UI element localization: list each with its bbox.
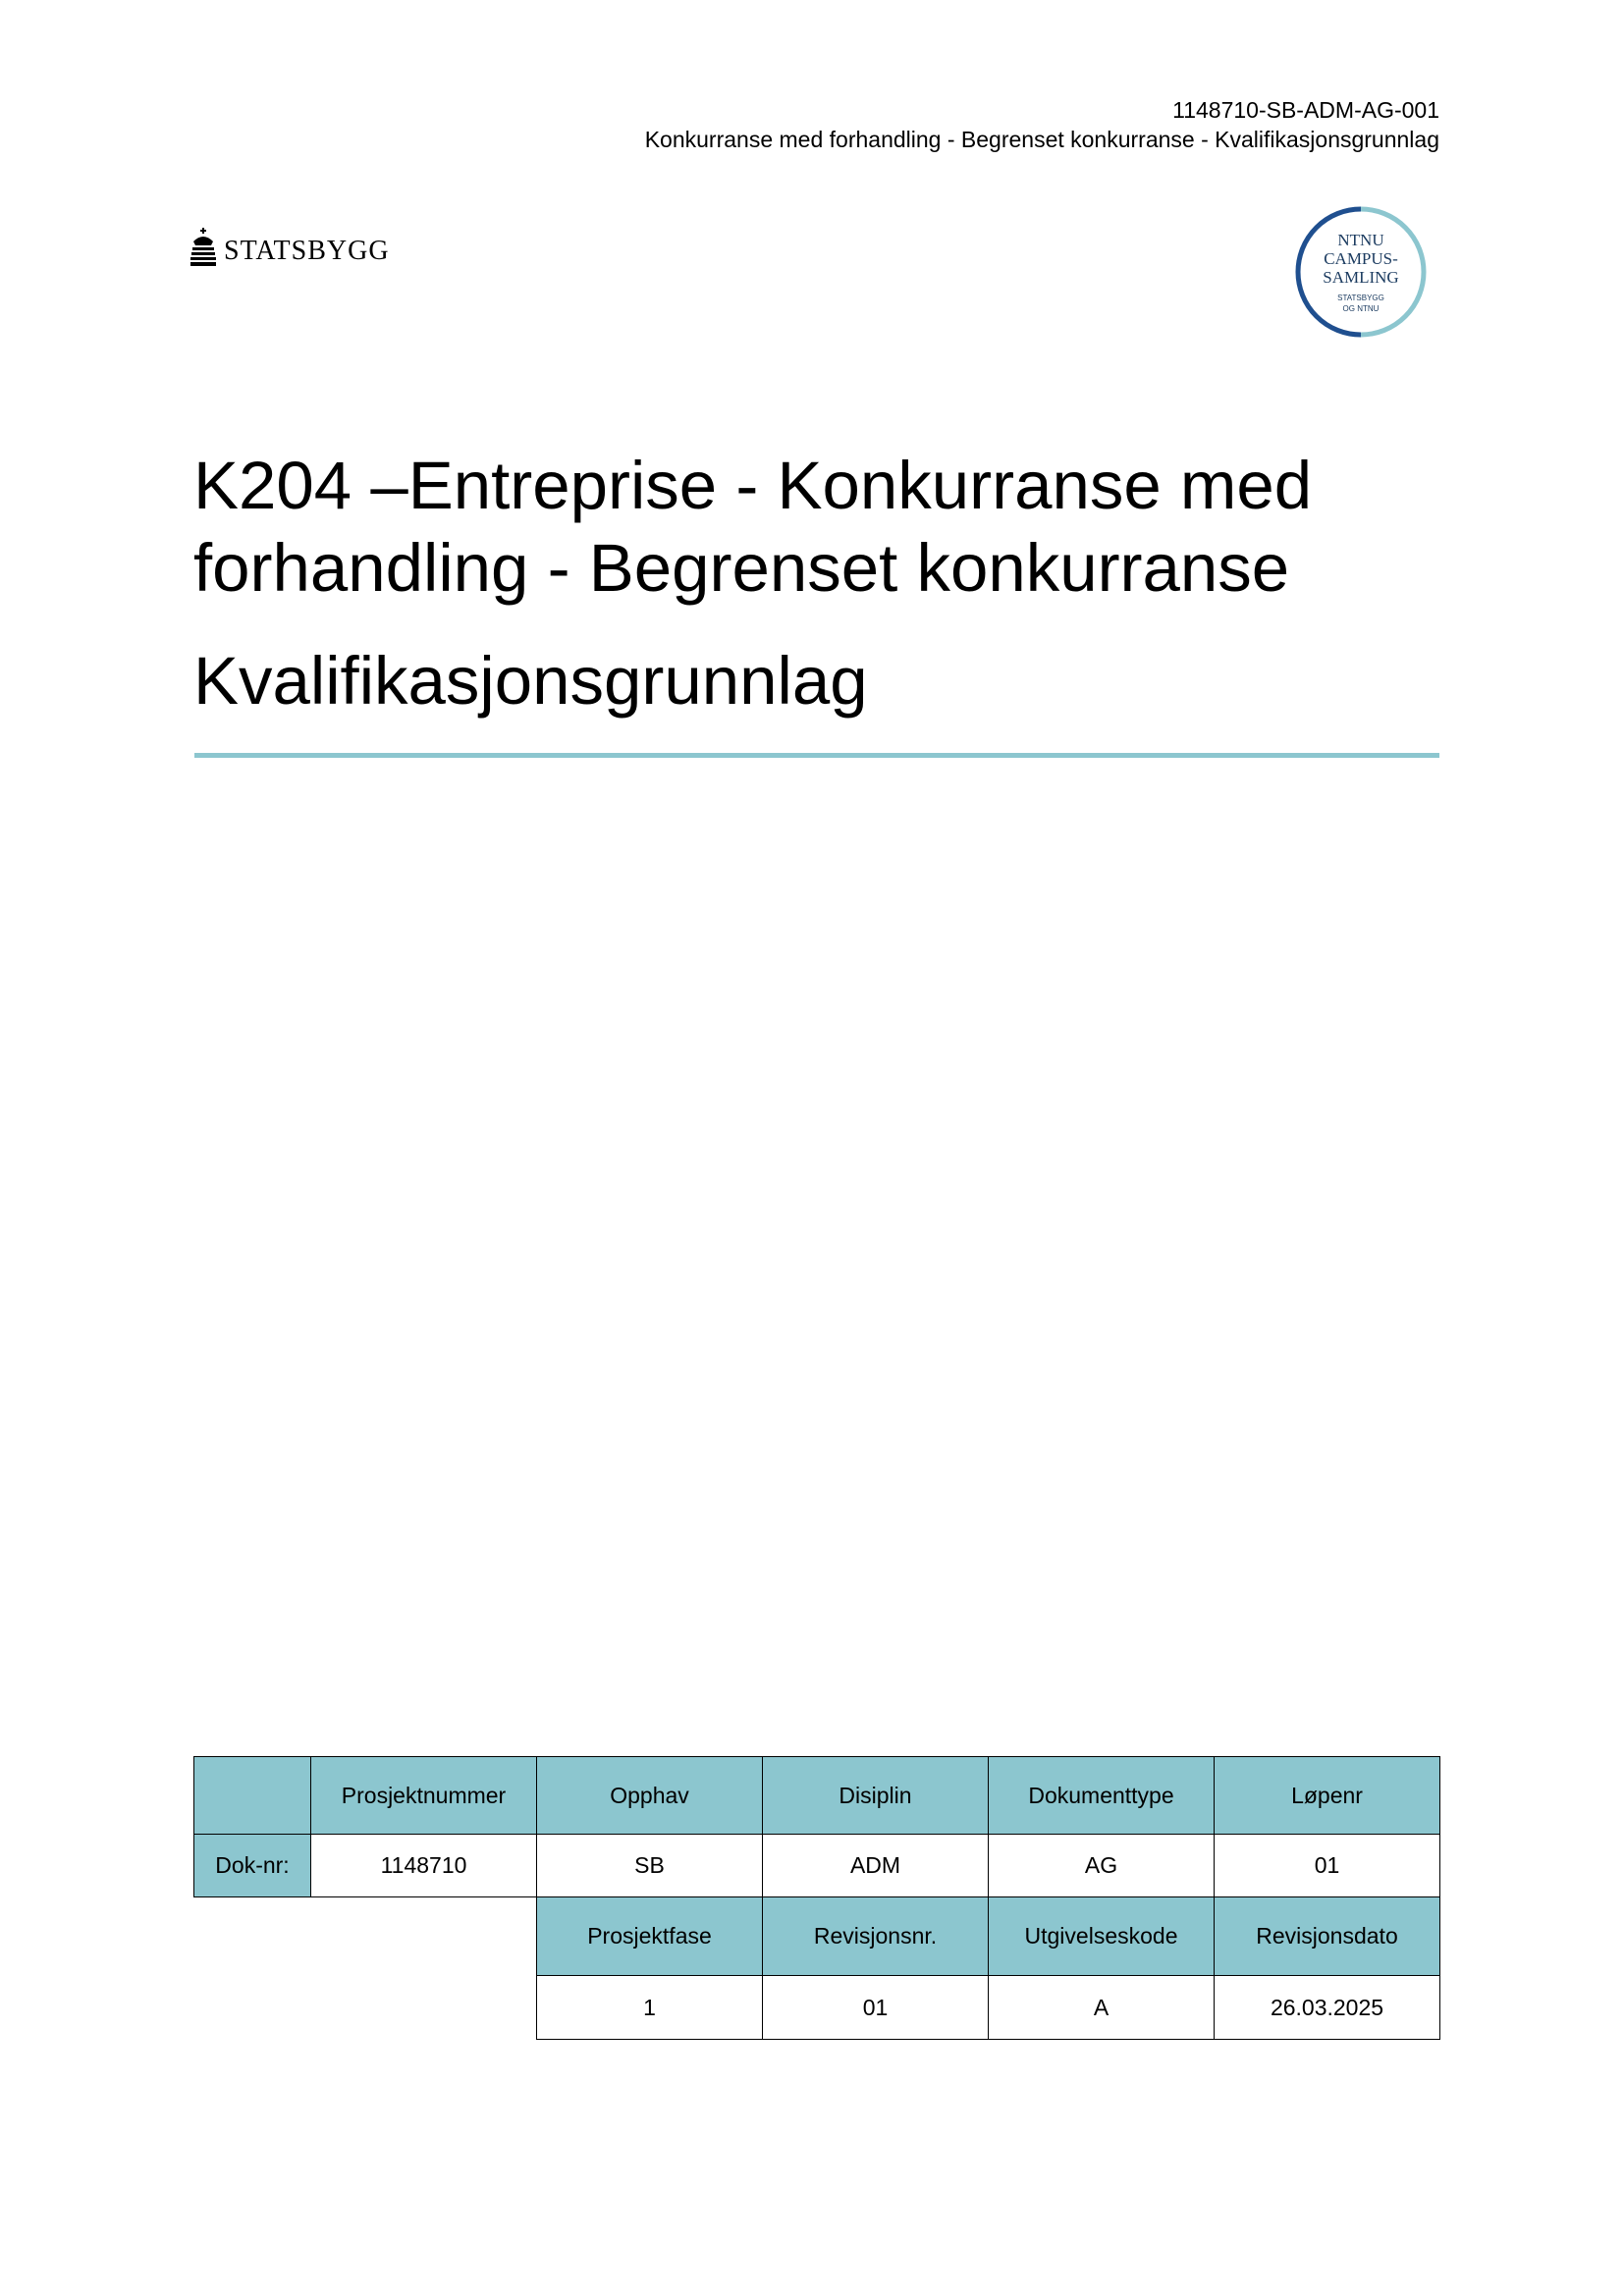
document-title (193, 445, 1440, 610)
ntnu-line-3: SAMLING (1323, 268, 1399, 287)
table-cell-blank (311, 1897, 537, 1976)
table-row (194, 1835, 1440, 1897)
title-line-1: K204 –Entreprise - Konkurranse med (193, 448, 1313, 523)
document-subtitle: Kvalifikasjonsgrunnlag (193, 643, 868, 719)
ntnu-campus-logo (1289, 203, 1433, 341)
table-header-cell: Revisjonsnr. (763, 1897, 989, 1976)
ntnu-line-1: NTNU (1337, 231, 1384, 249)
table-header-cell: Opphav (537, 1757, 763, 1835)
table-cell: ADM (763, 1835, 989, 1897)
title-divider (194, 753, 1439, 758)
table-row (194, 1976, 1440, 2040)
ntnu-line-2: CAMPUS- (1324, 249, 1398, 268)
table-cell-empty-header (194, 1757, 311, 1835)
ntnu-line-4: STATSBYGG (1337, 294, 1384, 302)
table-header-cell: Løpenr (1215, 1757, 1440, 1835)
table-cell: AG (989, 1835, 1215, 1897)
document-info-table (193, 1756, 1440, 2040)
ntnu-ring-icon (1289, 203, 1433, 341)
statsbygg-logo (190, 228, 390, 267)
table-header-cell: Dokumenttype (989, 1757, 1215, 1835)
table-header-cell: Prosjektfase (537, 1897, 763, 1976)
table-cell-blank (311, 1976, 537, 2040)
document-reference: 1148710-SB-ADM-AG-001 (1172, 97, 1439, 123)
table-cell: 01 (1215, 1835, 1440, 1897)
doc-nr-label: Dok-nr: (194, 1835, 311, 1897)
table-cell: 01 (763, 1976, 989, 2040)
table-row (194, 1897, 1440, 1976)
table-header-cell: Disiplin (763, 1757, 989, 1835)
crown-icon (190, 228, 216, 267)
page-header (645, 95, 1439, 154)
document-subject: Konkurranse med forhandling - Begrenset konkurranse - Kvalifikasjonsgrunnlag (644, 127, 1439, 152)
table-row (194, 1757, 1440, 1835)
title-line-2: forhandling - Begrenset konkurranse (193, 530, 1290, 606)
table-cell: 26.03.2025 (1215, 1976, 1440, 2040)
table-cell: 1148710 (311, 1835, 537, 1897)
ntnu-line-5: OG NTNU (1342, 304, 1380, 313)
table-header-cell: Prosjektnummer (311, 1757, 537, 1835)
table-cell-blank (194, 1976, 311, 2040)
table-header-cell: Revisjonsdato (1215, 1897, 1440, 1976)
table-cell: A (989, 1976, 1215, 2040)
statsbygg-wordmark: STATSBYGG (224, 236, 390, 266)
table-header-cell: Utgivelseskode (989, 1897, 1215, 1976)
table-cell-blank (194, 1897, 311, 1976)
table-cell: SB (537, 1835, 763, 1897)
table-cell: 1 (537, 1976, 763, 2040)
